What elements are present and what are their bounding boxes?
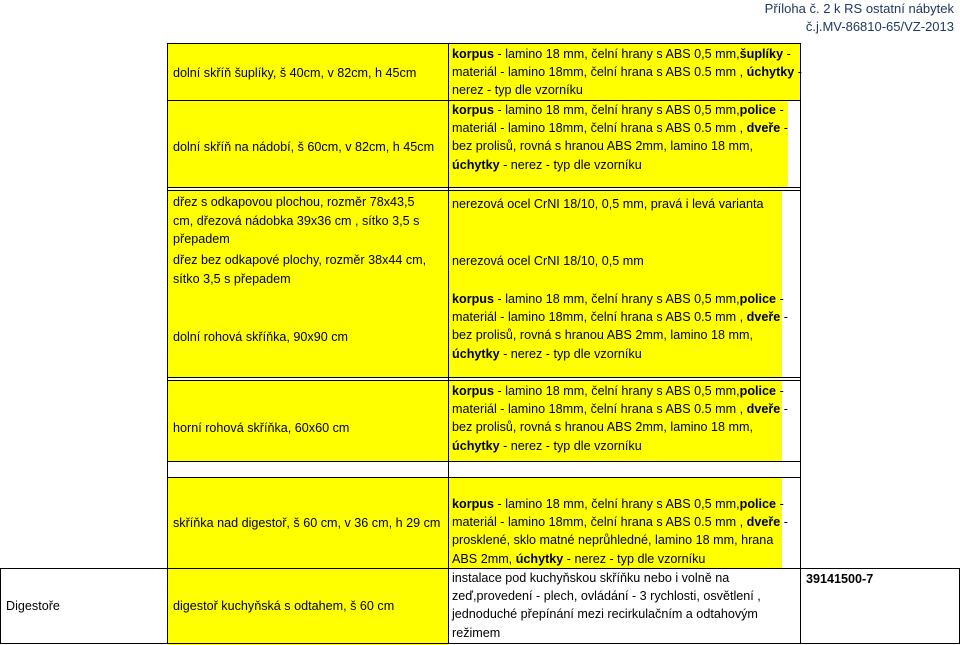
description-text: ABS 2mm, (452, 551, 516, 566)
item-name-line: dřez s odkapovou plochou, rozměr 78x43,5 (173, 195, 415, 209)
description-text: prosklené, sklo matné neprůhledné, lamino 18 mm, hrana (452, 533, 774, 548)
description-text: - (794, 65, 802, 80)
description-text: - (776, 103, 784, 117)
description-line (452, 345, 788, 363)
description-text: - (780, 121, 788, 136)
item-name: horní rohová skříňka, 60x60 cm (173, 421, 350, 435)
grid-line (167, 43, 801, 44)
cpv-code (806, 570, 873, 588)
description-text: jednoduché přepínání mezi recirkulačním a odtahovým (452, 607, 758, 622)
description-keyword: korpus (452, 497, 494, 511)
description-line (452, 418, 788, 436)
description-keyword: úchytky (452, 157, 500, 172)
description-line (452, 495, 788, 513)
description-keyword: dveře (746, 515, 781, 530)
attachment-header (765, 0, 954, 36)
description-text: materiál - lamino 18mm, čelní hrana s ABS 0.5 mm , (452, 515, 747, 530)
item-description (452, 195, 764, 213)
description-text: režimem (452, 625, 501, 640)
grid-line (167, 377, 801, 378)
description-text: - lamino 18 mm, čelní hrany s ABS 0,5 mm, (494, 497, 740, 511)
description-keyword: úchytky (452, 346, 500, 361)
description-line (452, 326, 788, 344)
description-keyword: dveře (746, 121, 781, 136)
attachment-title: Příloha č. 2 k RS ostatní nábytek (764, 1, 954, 16)
item-name-line: cm, dřezová nádobka 39x36 cm , sítko 3,5 s (173, 213, 420, 228)
description-text: nerezová ocel CrNI 18/10, 0,5 mm (452, 254, 644, 268)
description-keyword: police (739, 292, 777, 306)
description-line (452, 308, 788, 326)
description-line (452, 437, 788, 455)
grid-line (800, 43, 801, 644)
description-keyword: úchytky (515, 551, 564, 566)
description-text: - (776, 384, 784, 398)
category-label: Digestoře (6, 599, 60, 613)
item-description (452, 382, 788, 455)
description-line (452, 137, 788, 155)
item-description (452, 569, 761, 642)
item-name-line: dřez bez odkapové plochy, rozměr 38x44 cm, (173, 253, 427, 267)
description-text: - nerez - typ dle vzorníku (563, 551, 706, 566)
item-name (173, 251, 426, 289)
description-text: bez prolisů, rovná s hranou ABS 2mm, lamino 18 mm, (452, 328, 753, 343)
item-name: dolní skříň na nádobí, š 60cm, v 82cm, h 45cm (173, 140, 435, 154)
item-name: digestoř kuchyňská s odtahem, š 60 cm (173, 599, 395, 613)
item-name: skříňka nad digestoř, š 60 cm, v 36 cm, h 29 cm (173, 516, 441, 530)
description-text: zeď,provedení - plech, ovládání - 3 rychlosti, osvětlení , (452, 589, 761, 604)
grid-line (0, 643, 960, 644)
description-text: materiál - lamino 18mm, čelní hrana s ABS 0.5 mm , (452, 402, 747, 417)
description-keyword: úchytky (452, 438, 500, 453)
description-text: materiál - lamino 18mm, čelní hrana s ABS 0.5 mm , (452, 121, 747, 136)
item-description (452, 45, 802, 100)
description-text: - lamino 18 mm, čelní hrany s ABS 0,5 mm, (494, 47, 740, 61)
grid-line (167, 190, 801, 191)
description-text: nerez - typ dle vzorníku (452, 83, 583, 98)
item-name-line: sítko 3,5 s přepadem (173, 272, 291, 286)
description-line (452, 81, 802, 99)
description-text: bez prolisů, rovná s hranou ABS 2mm, lamino 18 mm, (452, 420, 753, 435)
description-line (452, 290, 788, 308)
description-line (452, 513, 788, 531)
grid-line (0, 568, 1, 644)
description-line (452, 531, 788, 549)
grid-line (448, 43, 449, 644)
description-line (452, 45, 802, 63)
reference-number: č.j.MV-86810-65/VZ-2013 (805, 19, 954, 34)
description-line (452, 587, 761, 605)
cpv-code-value: 39141500-7 (806, 572, 874, 586)
description-text: - nerez - typ dle vzorníku (499, 346, 642, 361)
item-name-line: přepadem (173, 232, 230, 246)
description-line (452, 569, 761, 587)
description-text: - nerez - typ dle vzorníku (499, 157, 642, 172)
description-line (452, 550, 788, 568)
description-keyword: dveře (746, 310, 781, 325)
description-text: - nerez - typ dle vzorníku (499, 438, 642, 453)
description-text: - (776, 497, 784, 511)
description-line (452, 382, 788, 400)
description-text: materiál - lamino 18mm, čelní hrana s ABS 0.5 mm , (452, 65, 747, 80)
description-line (452, 252, 644, 270)
description-line (452, 119, 788, 137)
description-text: bez prolisů, rovná s hranou ABS 2mm, lamino 18 mm, (452, 139, 753, 154)
item-description (452, 495, 788, 568)
description-keyword: korpus (452, 384, 494, 398)
description-text: instalace pod kuchyňskou skříňku nebo i volně na (452, 571, 730, 585)
item-name: dolní rohová skříňka, 90x90 cm (173, 330, 349, 344)
description-keyword: police (739, 103, 777, 117)
description-keyword: korpus (452, 292, 494, 306)
description-keyword: korpus (452, 47, 494, 61)
description-line (452, 195, 764, 213)
item-description (452, 101, 788, 174)
grid-line (167, 380, 801, 381)
description-line (452, 605, 761, 623)
description-line (452, 624, 761, 642)
item-description (452, 252, 644, 270)
description-keyword: dveře (746, 402, 781, 417)
description-keyword: šuplíky (739, 47, 784, 61)
description-text: materiál - lamino 18mm, čelní hrana s ABS 0.5 mm , (452, 310, 747, 325)
description-keyword: úchytky (746, 65, 795, 80)
item-name: dolní skříň šuplíky, š 40cm, v 82cm, h 45cm (173, 66, 417, 80)
grid-line (167, 477, 801, 478)
item-description (452, 290, 788, 363)
description-keyword: police (739, 497, 777, 511)
description-line (452, 400, 788, 418)
description-text: nerezová ocel CrNI 18/10, 0,5 mm, pravá i levá varianta (452, 197, 764, 211)
description-line (452, 101, 788, 119)
description-text: - (780, 402, 788, 417)
description-text: - lamino 18 mm, čelní hrany s ABS 0,5 mm, (494, 103, 740, 117)
grid-line (167, 461, 801, 462)
description-keyword: police (739, 384, 777, 398)
description-line (452, 156, 788, 174)
item-name (173, 193, 419, 249)
description-text: - (780, 310, 788, 325)
description-text: - (780, 515, 788, 530)
description-text: - (776, 292, 784, 306)
description-text: - (783, 47, 791, 61)
description-text: - lamino 18 mm, čelní hrany s ABS 0,5 mm, (494, 384, 740, 398)
description-text: - lamino 18 mm, čelní hrany s ABS 0,5 mm, (494, 292, 740, 306)
description-line (452, 63, 802, 81)
description-keyword: korpus (452, 103, 494, 117)
grid-line (167, 43, 168, 644)
grid-line (167, 187, 801, 188)
